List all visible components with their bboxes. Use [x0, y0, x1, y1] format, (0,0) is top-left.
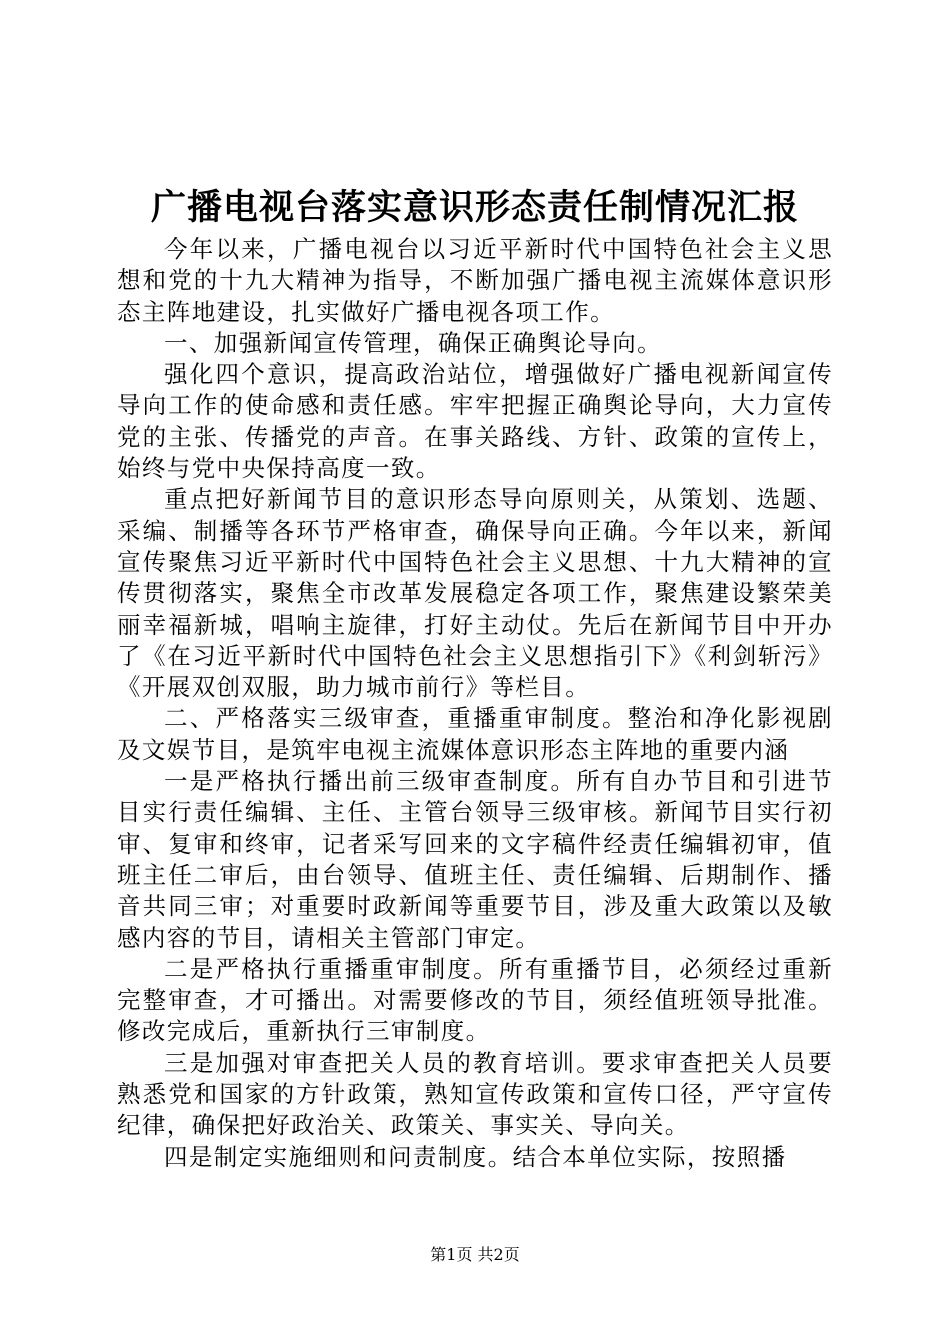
- paragraph: 一是严格执行播出前三级审查制度。所有自办节目和引进节目实行责任编辑、主任、主管台领导三级审核。新闻节目实行初审、复审和终审，记者采写回来的文字稿件经责任编辑初审，值班主任二审后，由台领导、值班主任、责任编辑、后期制作、播音共同三审；对重要时政新闻等重要节目，涉及重大政策以及敏感内容的节目，请相关主管部门审定。: [117, 767, 833, 952]
- section-heading-1: 一、加强新闻宣传管理，确保正确舆论导向。: [164, 328, 662, 357]
- paragraph: 三是加强对审查把关人员的教育培训。要求审查把关人员要熟悉党和国家的方针政策，熟知宣传政策和宣传口径，严守宣传纪律，确保把好政治关、政策关、事实关、导向关。: [117, 1048, 833, 1140]
- paragraph: 二是严格执行重播重审制度。所有重播节目，必须经过重新完整审查，才可播出。对需要修改的节目，须经值班领导批准。修改完成后，重新执行三审制度。: [117, 954, 833, 1046]
- document-body: [117, 234, 833, 1173]
- section-heading-2: 二、严格落实三级审查，重播重审制度。整治和净化影视剧及文娱节目，是筑牢电视主流媒体意识形态主阵地的重要内涵: [117, 704, 833, 764]
- paragraph: 四是制定实施细则和问责制度。结合本单位实际，按照播: [164, 1142, 787, 1171]
- document-title: 广播电视台落实意识形态责任制情况汇报: [150, 187, 799, 228]
- paragraph: 强化四个意识，提高政治站位，增强做好广播电视新闻宣传导向工作的使命感和责任感。牢牢把握正确舆论导向，大力宣传党的主张、传播党的声音。在事关路线、方针、政策的宣传上，始终与党中央保持高度一致。: [117, 360, 833, 483]
- paragraph: 重点把好新闻节目的意识形态导向原则关，从策划、选题、采编、制播等各环节严格审查，确保导向正确。今年以来，新闻宣传聚焦习近平新时代中国特色社会主义思想、十九大精神的宣传贯彻落实，聚焦全市改革发展稳定各项工作，聚焦建设繁荣美丽幸福新城，唱响主旋律，打好主动仗。先后在新闻节目中开办了《在习近平新时代中国特色社会主义思想指引下》《利剑斩污》《开展双创双服，助力城市前行》等栏目。: [117, 485, 833, 702]
- page-number-footer: 第1页 共2页: [430, 1245, 520, 1264]
- paragraph-intro: 今年以来，广播电视台以习近平新时代中国特色社会主义思想和党的十九大精神为指导，不断加强广播电视主流媒体意识形态主阵地建设，扎实做好广播电视各项工作。: [117, 235, 833, 326]
